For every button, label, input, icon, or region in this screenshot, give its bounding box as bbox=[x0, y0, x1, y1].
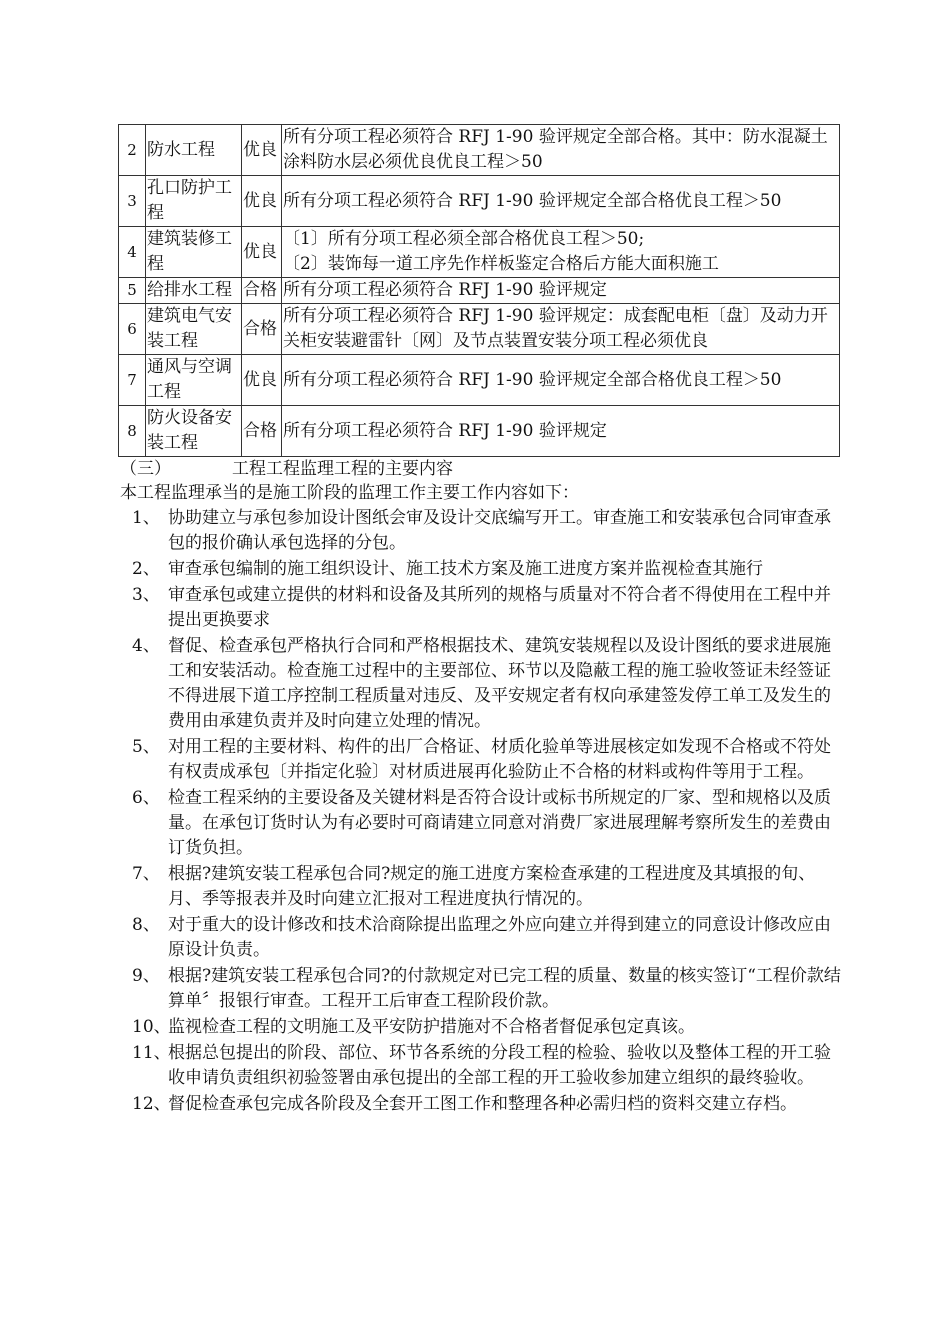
requirement-text bbox=[282, 227, 840, 278]
item-text: 根据总包提出的阶段、部位、环节各系统的分段工程的检验、验收以及整体工程的开工验收申请负责组织初验签署由承包提出的全部工程的开工验收参加建立组织的最终验收。 bbox=[168, 1043, 831, 1088]
table-row bbox=[119, 278, 840, 304]
row-number: 3 bbox=[119, 176, 146, 227]
item-number: 12、 bbox=[132, 1094, 171, 1114]
item-text: 督促检查承包完成各阶段及全套开工图工作和整理各种必需归档的资料交建立存档。 bbox=[168, 1094, 797, 1114]
table-row bbox=[119, 304, 840, 355]
intro-paragraph: 本工程监理承当的是施工阶段的监理工作主要工作内容如下： bbox=[120, 483, 579, 503]
requirement-text: 所有分项工程必须符合 RFJ 1-90 验评规定全部合格。其中：防水混凝土涂料防水层必须优良优良工程＞50 bbox=[282, 125, 840, 176]
item-text: 督促、检查承包严格执行合同和严格根据技术、建筑安装规程以及设计图纸的要求进展施工和安装活动。检查施工过程中的主要部位、环节以及隐蔽工程的施工验收签证未经签证不得进展下道工序控制工程质量对违反、及平安规定者有权向承建签发停工单工及发生的费用由承建负责并及时向建立处理的情况。 bbox=[168, 636, 831, 731]
item-number: 1、 bbox=[132, 508, 160, 528]
project-name: 通风与空调工程 bbox=[146, 355, 242, 406]
item-text: 监视检查工程的文明施工及平安防护措施对不合格者督促承包定真该。 bbox=[168, 1017, 695, 1037]
list-item bbox=[132, 1015, 844, 1040]
row-number: 7 bbox=[119, 355, 146, 406]
list-item bbox=[132, 506, 844, 556]
item-number: 5、 bbox=[132, 737, 160, 757]
requirement-line: 〔1〕所有分项工程必须全部合格优良工程＞50; bbox=[283, 229, 645, 249]
item-number: 11、 bbox=[132, 1043, 171, 1063]
item-text: 根据?建筑安装工程承包合同?规定的施工进度方案检查承建的工程进度及其填报的旬、月、季等报表并及时向建立汇报对工程进度执行情况的。 bbox=[168, 864, 816, 909]
item-number: 7、 bbox=[132, 864, 160, 884]
item-text: 对用工程的主要材料、构件的出厂合格证、材质化验单等进展核定如发现不合格或不符处有权责成承包〔并指定化验〕对材质进展再化验防止不合格的材料或构件等用于工程。 bbox=[168, 737, 831, 782]
list-item bbox=[132, 1041, 844, 1091]
quality-grade: 优良 bbox=[242, 125, 282, 176]
list-item bbox=[132, 1092, 844, 1117]
list-item bbox=[132, 786, 844, 861]
table-row bbox=[119, 355, 840, 406]
list-item bbox=[132, 557, 844, 582]
item-number: 8、 bbox=[132, 915, 160, 935]
table-row bbox=[119, 227, 840, 278]
requirement-line: 〔2〕装饰每一道工序先作样板鉴定合格后方能大面积施工 bbox=[283, 254, 719, 274]
section-heading bbox=[120, 457, 453, 481]
item-text: 协助建立与承包参加设计图纸会审及设计交底编写开工。审查施工和安装承包合同审查承包的报价确认承包选择的分包。 bbox=[168, 508, 831, 553]
row-number: 6 bbox=[119, 304, 146, 355]
item-text: 审查承包编制的施工组织设计、施工技术方案及施工进度方案并监视检查其施行 bbox=[168, 559, 763, 579]
project-name: 防火设备安装工程 bbox=[146, 406, 242, 457]
row-number: 4 bbox=[119, 227, 146, 278]
requirement-text: 所有分项工程必须符合 RFJ 1-90 验评规定全部合格优良工程＞50 bbox=[282, 176, 840, 227]
section-title: 工程工程监理工程的主要内容 bbox=[232, 459, 453, 479]
quality-grade: 优良 bbox=[242, 355, 282, 406]
table-row bbox=[119, 406, 840, 457]
list-item bbox=[132, 735, 844, 785]
duties-list bbox=[132, 506, 844, 1118]
quality-standards-table bbox=[118, 124, 840, 457]
requirement-text: 所有分项工程必须符合 RFJ 1-90 验评规定 bbox=[282, 278, 840, 304]
item-number: 3、 bbox=[132, 585, 160, 605]
row-number: 5 bbox=[119, 278, 146, 304]
row-number: 2 bbox=[119, 125, 146, 176]
item-text: 根据?建筑安装工程承包合同?的付款规定对已完工程的质量、数量的核实签订“工程价款结算单〞报银行审查。工程开工后审查工程阶段价款。 bbox=[168, 966, 841, 1011]
table-row bbox=[119, 125, 840, 176]
item-number: 4、 bbox=[132, 636, 160, 656]
item-number: 9、 bbox=[132, 966, 160, 986]
requirement-text: 所有分项工程必须符合 RFJ 1-90 验评规定 bbox=[282, 406, 840, 457]
item-text: 审查承包或建立提供的材料和设备及其所列的规格与质量对不符合者不得使用在工程中并提出更换要求 bbox=[168, 585, 831, 630]
list-item bbox=[132, 862, 844, 912]
item-number: 2、 bbox=[132, 559, 160, 579]
item-number: 6、 bbox=[132, 788, 160, 808]
quality-grade: 合格 bbox=[242, 278, 282, 304]
requirement-text: 所有分项工程必须符合 RFJ 1-90 验评规定全部合格优良工程＞50 bbox=[282, 355, 840, 406]
quality-grade: 优良 bbox=[242, 176, 282, 227]
item-text: 对于重大的设计修改和技术洽商除提出监理之外应向建立并得到建立的同意设计修改应由原设计负责。 bbox=[168, 915, 831, 960]
requirement-text: 所有分项工程必须符合 RFJ 1-90 验评规定：成套配电柜〔盘〕及动力开关柜安装避雷针〔网〕及节点装置安装分项工程必须优良 bbox=[282, 304, 840, 355]
project-name: 建筑装修工程 bbox=[146, 227, 242, 278]
list-item bbox=[132, 583, 844, 633]
list-item bbox=[132, 913, 844, 963]
item-number: 10、 bbox=[132, 1017, 171, 1037]
item-text: 检查工程采纳的主要设备及关键材料是否符合设计或标书所规定的厂家、型和规格以及质量。在承包订货时认为有必要时可商请建立同意对消费厂家进展理解考察所发生的差费由订货负担。 bbox=[168, 788, 831, 858]
project-name: 给排水工程 bbox=[146, 278, 242, 304]
project-name: 孔口防护工程 bbox=[146, 176, 242, 227]
quality-grade: 优良 bbox=[242, 227, 282, 278]
quality-grade: 合格 bbox=[242, 304, 282, 355]
list-item bbox=[132, 964, 844, 1014]
quality-grade: 合格 bbox=[242, 406, 282, 457]
project-name: 防水工程 bbox=[146, 125, 242, 176]
table-row bbox=[119, 176, 840, 227]
list-item bbox=[132, 634, 844, 734]
section-marker: （三） bbox=[120, 459, 171, 479]
project-name: 建筑电气安装工程 bbox=[146, 304, 242, 355]
row-number: 8 bbox=[119, 406, 146, 457]
